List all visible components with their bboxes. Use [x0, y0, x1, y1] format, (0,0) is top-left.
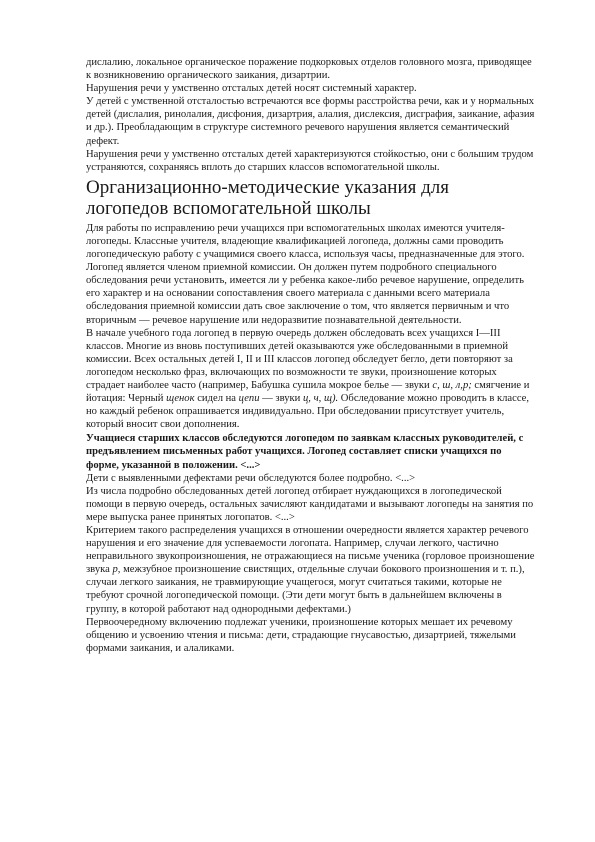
criterion-text-2: межзубное произношение свистящих, отдельные случаи бокового произношения и т. п.), случаи легкого заикания, не травмирующие учащегося, могут считаться такими, которые не требуют срочной логопедической помощи. (Эти дети могут быть в дальнейшем включены в группу, в которой работают над однородными дефектами.) — [86, 564, 525, 615]
paragraph-exam — [86, 327, 535, 432]
paragraph-commission: Логопед является членом приемной комиссии. Он должен путем подробного специального обследования речи установить, имеется ли у ребенка какое-либо речевое нарушение, определить его характер и на основании сопоставления своего материала с данными всего материала обследования приемной комиссии дать свое заключение о том, что является первичным и что вторичным — речевое нарушение или недоразвитие познавательной деятельности. — [86, 262, 524, 326]
exam-text-3: сидел на — [194, 393, 239, 405]
paragraph-detailed-exam: Дети с выявленными дефектами речи обследуются более подробно. <...> — [86, 472, 416, 484]
exam-sounds-1: с, ш, л,р; — [432, 379, 472, 391]
exam-text-2: смягчение и йотация: Черный — [86, 379, 530, 405]
exam-text-4: — звуки — [259, 393, 303, 405]
criterion-sound: р, — [112, 564, 121, 576]
paragraph-senior-classes: Учащиеся старших классов обследуются логопедом по заявкам классных руководителей, с предъявлением письменных работ учащихся. Логопед составляет списки учащихся по форме, указанной в положении. <...> — [86, 433, 524, 471]
criterion-text-1: Критерием такого распределения учащихся в отношении очередности является характер речевого нарушения и его значение для успеваемости логопата. Например, случаи легкого, частично неправильного звукопроизношения, не отражающиеся на письме ученика (горловое произношение звука — [86, 525, 535, 576]
paragraph-teachers: Для работы по исправлению речи учащихся при вспомогательных школах имеются учителя-логопеды. Классные учителя, владеющие квалификацией логопеда, должны сами проводить логопедическую работу с учащимися своего класса, используя часы, предназначенные для этого. — [86, 222, 525, 261]
exam-text-1: В начале учебного года логопед в первую очередь должен обследовать всех учащихся I—III классов. Многие из вновь поступивших детей оказываются уже обследованными в приемной комиссии. Всех остальных детей I, II и III классов логопед обследует бегло, дети повторяют за логопедом несколько фраз, включающих по возможности те звуки, произношение которых страдает наиболее часто (например, Бабушка сушила мокрое белье — звуки — [86, 327, 513, 391]
exam-word-2: цепи — [238, 393, 260, 405]
paragraph-selection: Из числа подробно обследованных детей логопед отбирает нуждающихся в логопедической помощи в первую очередь, остальных зачисляют кандидатами и вызывают логопеды на занятия по мере выпуска ранее принятых логопатов. <...> — [86, 485, 534, 523]
paragraph-persistence: Нарушения речи у умственно отсталых детей характеризуются стойкостью, они с большим трудом устраняются, сохраняясь вплоть до старших классов вспомогательной школы. — [86, 148, 534, 173]
paragraph-dislalia: дислалию, локальное органическое поражение подкорковых отделов головного мозга, приводящее к возникновению органического заикания, дизартрии. — [86, 57, 532, 82]
exam-sounds-2: ц, ч, щ). — [303, 393, 339, 405]
exam-word-1: щенок — [166, 393, 195, 405]
paragraph-priority: Первоочередному включению подлежат ученики, произношение которых мешает их речевому общению и усвоению чтения и письма: дети, страдающие гнусавостью, дизартрией, тяжелыми формами заикания, и алаликами. — [86, 616, 516, 654]
paragraph-forms: У детей с умственной отсталостью встречаются все формы расстройства речи, как и у нормальных детей (дислалия, ринолалия, дисфония, дизартрия, алалия, дислексия, дисграфия, заикание, афазия и др.). Преобладающим в структуре системного речевого нарушения является семантический дефект. — [86, 96, 535, 147]
paragraph-criterion — [86, 524, 535, 616]
paragraph-systemic: Нарушения речи у умственно отсталых детей носят системный характер. — [86, 83, 417, 95]
exam-text-5: Обследование можно проводить в классе, но каждый ребенок опрашивается индивидуально. При обследовании присутствует учитель, который вносит свои дополнения. — [86, 393, 529, 431]
section-heading: Организационно-методические указания для логопедов вспомогательной школы — [86, 176, 450, 219]
